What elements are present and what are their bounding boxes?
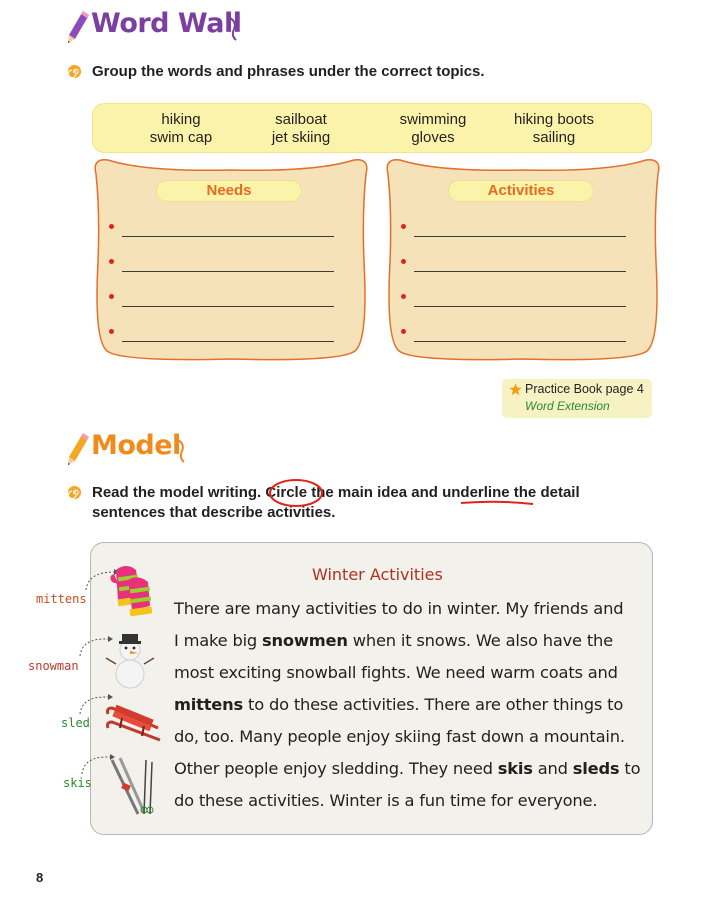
bullet-dot (109, 224, 114, 229)
bullet-dot (109, 259, 114, 264)
bullet-dot (401, 224, 406, 229)
bullet-dot (401, 329, 406, 334)
underline-mark (460, 500, 534, 506)
answer-line[interactable] (122, 306, 334, 307)
star-icon (509, 383, 522, 396)
word-bank-column (246, 111, 356, 147)
sled-label: sled (61, 716, 90, 730)
paragraph-line: do, too. Many people enjoy skiing fast down a mountain. (174, 727, 625, 746)
answer-line[interactable] (414, 271, 626, 272)
swirl-icon (228, 16, 238, 42)
model-paragraph (174, 593, 641, 817)
needs-box (86, 152, 376, 367)
bullet-dot (401, 259, 406, 264)
word-bank-item: sailing (532, 129, 576, 146)
practice-book-sub: Word Extension (525, 399, 610, 413)
skis-label: skis (63, 776, 92, 790)
vocab-word: mittens (174, 695, 244, 714)
answer-line[interactable] (414, 341, 626, 342)
sled-picture (104, 704, 164, 744)
word-wall-title-text: Word Wall (91, 8, 242, 39)
activities-label: Activities (448, 180, 594, 202)
skis-picture (108, 756, 156, 818)
word-wall-instruction-text: Group the words and phrases under the correct topics. (92, 63, 485, 80)
needs-label: Needs (156, 180, 302, 202)
underline-word: underline (442, 484, 510, 501)
answer-line[interactable] (122, 236, 334, 237)
practice-book-note (502, 379, 652, 418)
paragraph-line: mittens to do these activities. There are other things to (174, 695, 624, 714)
answer-line[interactable] (122, 341, 334, 342)
paragraph-line: do these activities. Winter is a fun time for everyone. (174, 791, 598, 810)
paragraph-line: Other people enjoy sledding. They need skis and sleds to (174, 759, 641, 778)
word-bank-item: gloves (411, 129, 455, 146)
bullet-dot (109, 329, 114, 334)
model-instruction-text: Read the model writing. Circle the main idea and underline the detail sentences that describe activities. (92, 484, 580, 521)
bullet-dot (401, 294, 406, 299)
word-bank-item: jet skiing (271, 129, 331, 146)
bullet-dot (109, 294, 114, 299)
word-bank-column (126, 111, 236, 147)
word-bank-item: sailboat (275, 111, 327, 128)
model-title-text: Model (91, 430, 181, 461)
word-bank (92, 103, 652, 153)
paragraph-line: I make big snowmen when it snows. We also have the (174, 631, 613, 650)
pencil-icon (66, 10, 90, 44)
vocab-word: sleds (572, 759, 620, 778)
answer-line[interactable] (122, 271, 334, 272)
word-bank-item: swim cap (149, 129, 213, 146)
snowman-label: snowman (28, 659, 79, 673)
mittens-picture (106, 562, 154, 620)
mittens-label: mittens (36, 592, 87, 606)
pencil-icon (66, 432, 90, 466)
activities-box (378, 152, 668, 367)
spiral-bullet-icon (67, 485, 82, 500)
word-bank-item: hiking (161, 111, 201, 128)
model-card-title: Winter Activities (312, 565, 443, 584)
circle-word: Circle (265, 484, 308, 501)
page-number: 8 (36, 870, 44, 885)
word-bank-column (378, 111, 488, 147)
word-bank-item: swimming (399, 111, 467, 128)
spiral-bullet-icon (67, 64, 82, 79)
vocab-word: snowmen (262, 631, 348, 650)
paragraph-line: There are many activities to do in winter. My friends and (174, 599, 624, 618)
circle-mark (268, 478, 324, 508)
answer-line[interactable] (414, 236, 626, 237)
swirl-icon (176, 438, 186, 464)
vocab-word: skis (497, 759, 533, 778)
word-bank-item: hiking boots (513, 111, 595, 128)
answer-line[interactable] (414, 306, 626, 307)
word-bank-column (499, 111, 609, 147)
practice-book-label: Practice Book page 4 (525, 382, 644, 396)
paragraph-line: most exciting snowball fights. We need warm coats and (174, 663, 618, 682)
snowman-picture (104, 630, 156, 690)
